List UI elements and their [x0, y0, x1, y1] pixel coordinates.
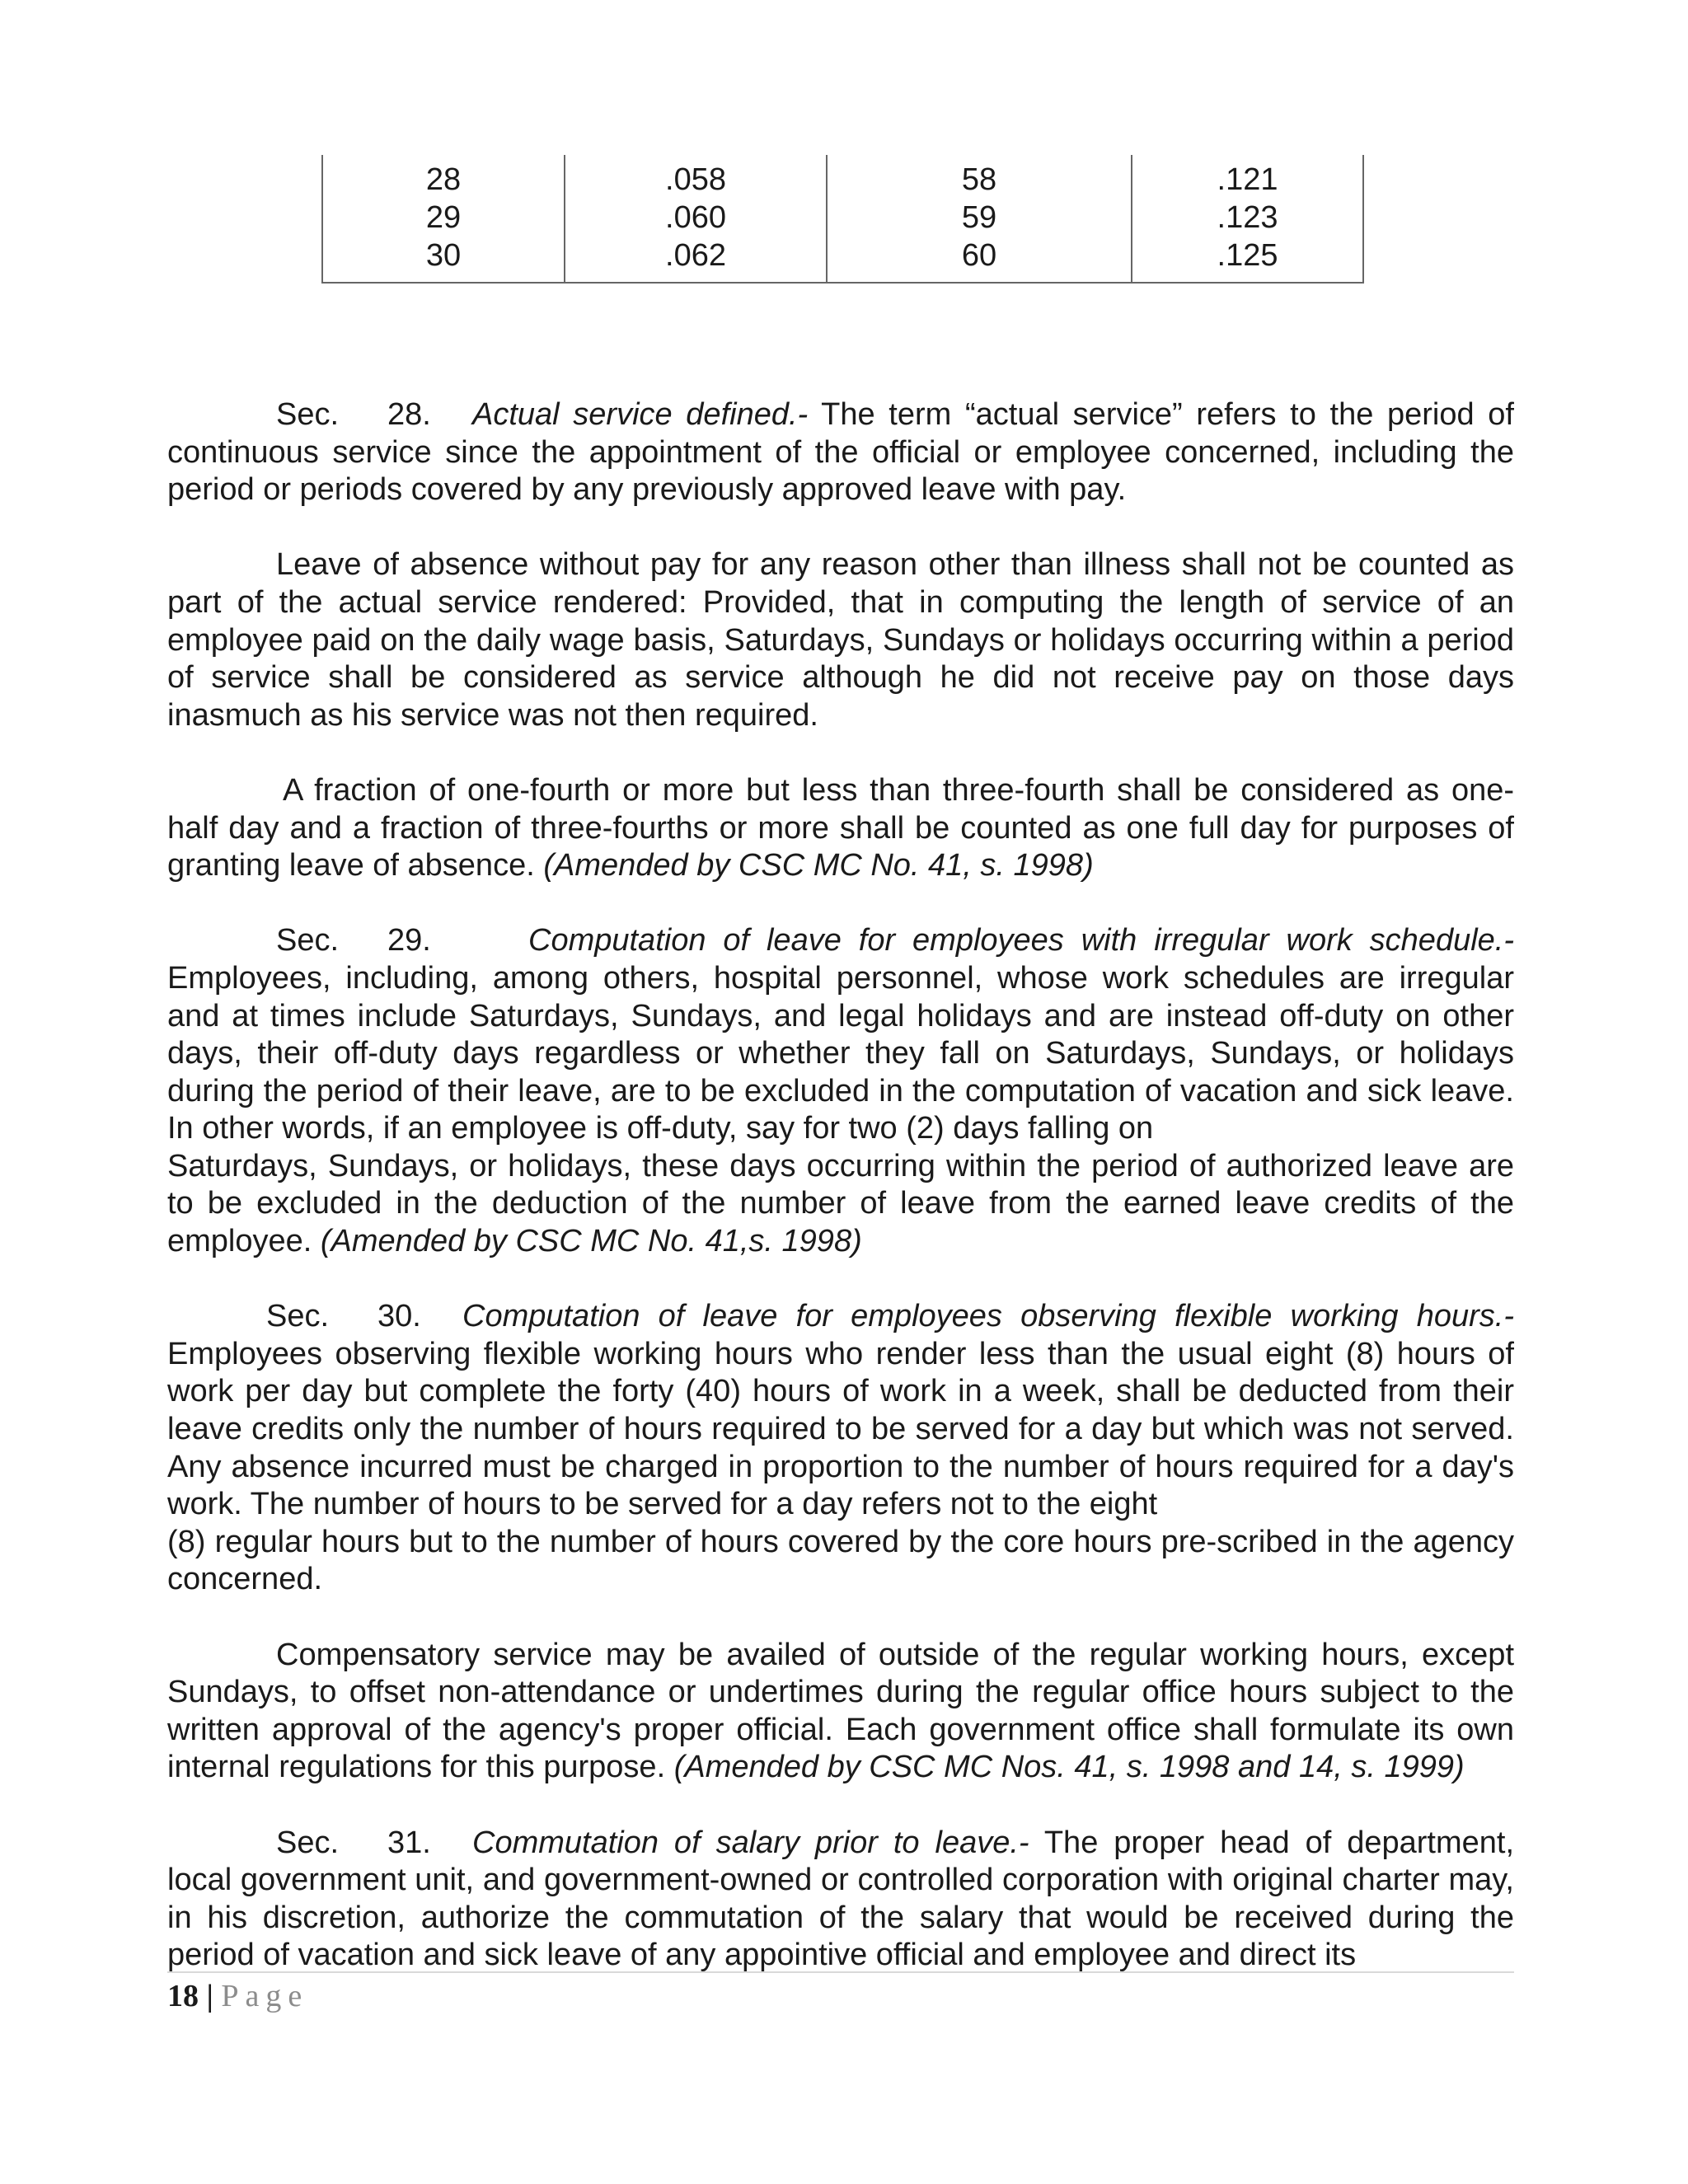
section-29-paragraph	[167, 922, 1514, 1260]
table-cell: .058	[665, 162, 726, 197]
body-text	[167, 396, 1514, 2013]
paragraph-text: A fraction of one-fourth or more but less than three-fourth shall be considered as one-half day and a fraction of three-fourths or more shall be counted as one full day for purposes of granting leave of absence.	[167, 772, 1514, 883]
amendment-note: (Amended by CSC MC No. 41, s. 1998)	[543, 848, 1094, 883]
table-cell: 59	[961, 200, 997, 235]
table-cell: .060	[665, 200, 726, 235]
section-label: Sec.	[276, 1825, 340, 1860]
section-title: Actual service defined.-	[472, 397, 809, 432]
section-28-paragraph-3	[167, 772, 1514, 885]
section-text: Employees, including, among others, hospital personnel, whose work schedules are irregular and at times include Saturdays, Sundays, and legal holidays and are instead off-duty on other days, their off-duty days regardless or whether they fall on Saturdays, Sundays, or holidays during the period of their leave, are to be excluded in the computation of vacation and sick leave. In other words, if an employee is off-duty, say for two (2) days falling on	[167, 960, 1514, 1146]
table-cell: 29	[425, 200, 462, 235]
section-label: Sec.	[266, 1299, 330, 1334]
table-cell: 58	[961, 162, 997, 197]
section-30-paragraph	[167, 1298, 1514, 1599]
amendment-note: (Amended by CSC MC No. 41,s. 1998)	[320, 1224, 862, 1259]
table-column-2	[564, 155, 826, 282]
section-number: 29.	[387, 923, 431, 958]
section-30-paragraph-2	[167, 1637, 1514, 1787]
page-label: Page	[221, 1979, 309, 2013]
table-cell: .125	[1217, 238, 1278, 273]
section-28-paragraph	[167, 396, 1514, 509]
paragraph-text: Compensatory service may be availed of outside of the regular working hours, except Sundays, to offset non-attendance or undertimes during the regular office hours subject to the written approval of the agency's proper official. Each government office shall formulate its own internal regulations for this purpose.	[167, 1637, 1514, 1785]
section-text-continued: (8) regular hours but to the number of hours covered by the core hours pre-scribed in the agency concerned.	[167, 1524, 1514, 1597]
table-cell: 60	[961, 238, 997, 273]
footer-separator: |	[199, 1979, 222, 2013]
section-text: Employees observing flexible working hours who render less than the usual eight (8) hours of work per day but complete the forty (40) hours of work in a week, shall be deducted from their leave credits only the number of hours required to be served for a day but which was not served. Any absence incurred must be charged in proportion to the number of hours required for a day's work. The number of hours to be served for a day refers not to the eight	[167, 1336, 1514, 1522]
leave-credits-table	[321, 155, 1364, 284]
footer-divider	[167, 1971, 1514, 1973]
section-number: 31.	[387, 1825, 431, 1860]
table-cell: 30	[425, 238, 462, 273]
table-column-3	[826, 155, 1131, 282]
amendment-note: (Amended by CSC MC Nos. 41, s. 1998 and 14, s. 1999)	[673, 1750, 1465, 1785]
table-column-4	[1131, 155, 1362, 282]
page-number: 18	[167, 1979, 199, 2013]
section-text-continued: Saturdays, Sundays, or holidays, these days occurring within the period of authorized leave are to be excluded in the deduction of the number of leave from the earned leave credits of the employee.	[167, 1148, 1514, 1259]
table-cell: .123	[1217, 200, 1278, 235]
table-cell: .121	[1217, 162, 1278, 197]
section-28-paragraph-2	[167, 546, 1514, 734]
table-column-1	[323, 155, 564, 282]
paragraph-text: Leave of absence without pay for any reason other than illness shall not be counted as part of the actual service rendered: Provided, that in computing the length of service of an employee paid on the daily wage basis, Saturdays, Sundays or holidays occurring within a period of service shall be considered as service although he did not receive pay on those days inasmuch as his service was not then required.	[167, 547, 1514, 733]
section-title: Commutation of salary prior to leave.-	[472, 1825, 1029, 1860]
section-number: 30.	[377, 1299, 421, 1334]
section-label: Sec.	[276, 397, 340, 432]
section-text: The term “actual service” refers to the period of continuous service since the appointment of the official or employee concerned, including the period or periods covered by any previously approved leave with pay.	[167, 397, 1514, 508]
page-footer	[167, 1978, 308, 2014]
section-title: Computation of leave for employees observing flexible working hours.-	[462, 1299, 1514, 1334]
table-cell: .062	[665, 238, 726, 273]
section-number: 28.	[387, 397, 431, 432]
section-text: The proper head of department, local government unit, and government-owned or controlled corporation with original charter may, in his discretion, authorize the commutation of the salary that would be received during the period of vacation and sick leave of any appointive official and employee and direct its	[167, 1825, 1514, 1973]
section-title: Computation of leave for employees with irregular work schedule.-	[528, 923, 1514, 958]
table-cell: 28	[425, 162, 462, 197]
section-31-paragraph	[167, 1825, 1514, 1975]
section-label: Sec.	[276, 923, 340, 958]
